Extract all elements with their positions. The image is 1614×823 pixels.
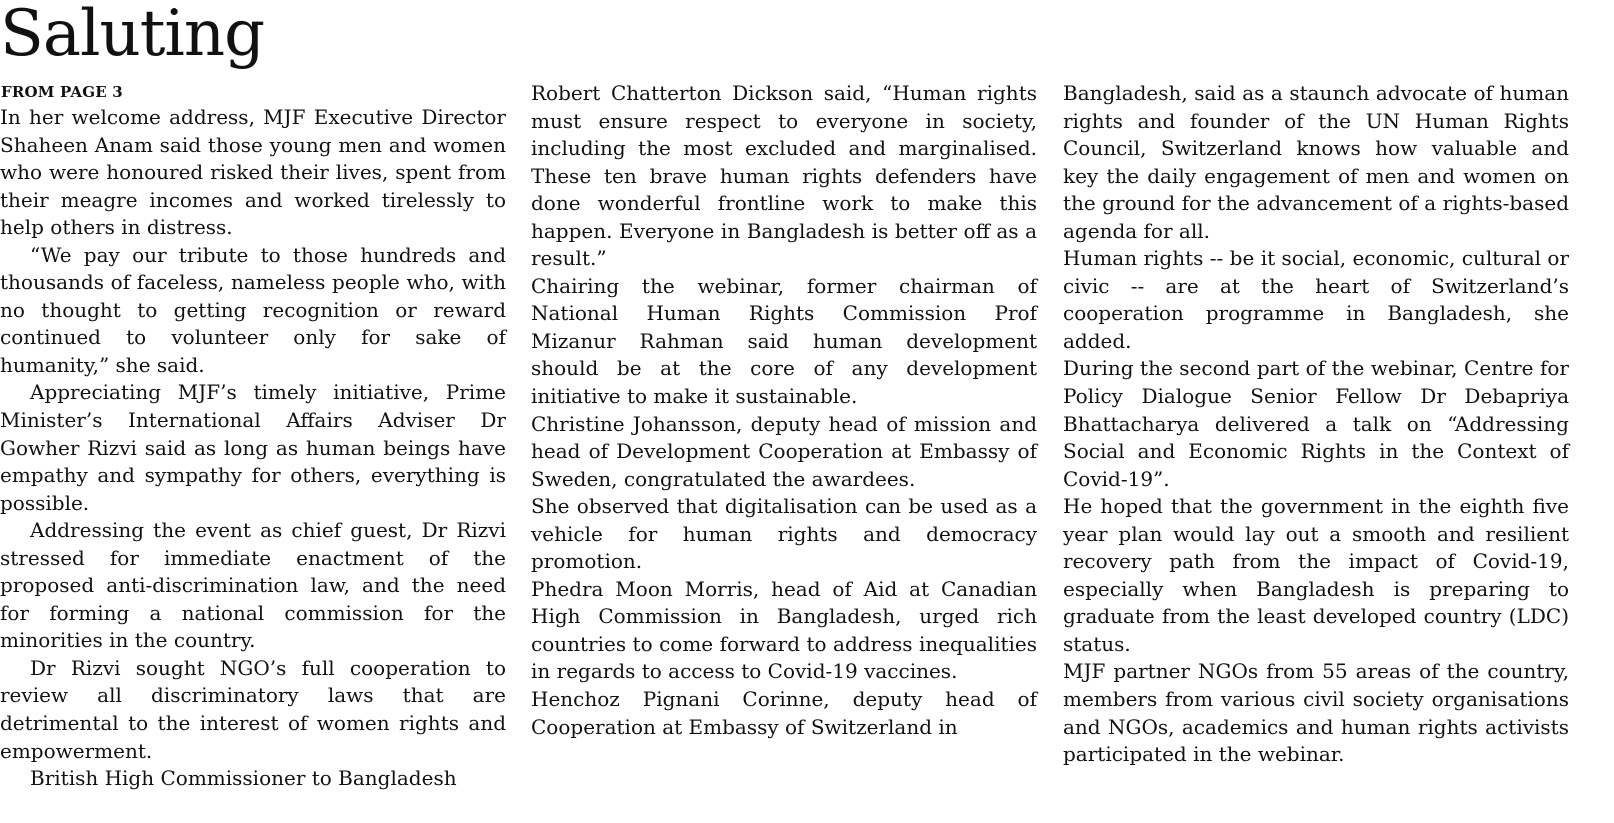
paragraph: In her welcome address, MJF Executive Director Shaheen Anam said those young men and women who were honoured risked their lives, spent from their meagre incomes and worked tirelessly to help others in distress. bbox=[0, 105, 506, 240]
paragraph: MJF partner NGOs from 55 areas of the country, members from various civil society organisations and NGOs, academics and human rights activists participated in the webinar. bbox=[1063, 659, 1569, 767]
paragraph: He hoped that the government in the eighth five year plan would lay out a smooth and resilient recovery path from the impact of Covid-19, especially when Bangladesh is preparing to graduate from the least developed country (LDC) status. bbox=[1063, 494, 1569, 656]
paragraph: Phedra Moon Morris, head of Aid at Canadian High Commission in Bangladesh, urged rich countries to come forward to address inequalities in regards to access to Covid-19 vaccines. bbox=[531, 576, 1037, 684]
article-column-3 bbox=[1063, 80, 1569, 769]
paragraph: Chairing the webinar, former chairman of National Human Rights Commission Prof Mizanur Rahman said human development should be at the core of any development initiative to make it sustainable. bbox=[531, 273, 1037, 409]
paragraph: She observed that digitalisation can be used as a vehicle for human rights and democracy promotion. bbox=[531, 494, 1037, 574]
paragraph: Human rights -- be it social, economic, cultural or civic -- are at the heart of Switzerland’s cooperation programme in Bangladesh, she added. bbox=[1063, 246, 1569, 353]
paragraph: Robert Chatterton Dickson said, “Human rights must ensure respect to everyone in society, including the most excluded and marginalised. These ten brave human rights defenders have done wonderful frontline work to make this happen. Everyone in Bangladesh is better off as a result.” bbox=[531, 81, 1037, 271]
paragraph: Dr Rizvi sought NGO’s full cooperation to review all discriminatory laws that are detrimental to the interest of women rights and empowerment. bbox=[0, 655, 506, 763]
continuation-label: FROM PAGE 3 bbox=[1, 83, 123, 101]
paragraph: British High Commissioner to Bangladesh bbox=[30, 766, 457, 791]
article-column-1 bbox=[0, 104, 506, 793]
paragraph: “We pay our tribute to those hundreds and thousands of faceless, nameless people who, with no thought to getting recognition or reward continued to volunteer only for sake of humanity,” she said. bbox=[0, 242, 506, 377]
headline: Saluting bbox=[0, 0, 265, 71]
paragraph: Appreciating MJF’s timely initiative, Prime Minister’s International Affairs Adviser Dr Gowher Rizvi said as long as human beings have empathy and sympathy for others, everything is possible. bbox=[0, 380, 506, 515]
paragraph: During the second part of the webinar, Centre for Policy Dialogue Senior Fellow Dr Debapriya Bhattacharya delivered a talk on “Addressing Social and Economic Rights in the Context of Covid-19”. bbox=[1063, 356, 1569, 491]
paragraph: Addressing the event as chief guest, Dr Rizvi stressed for immediate enactment of the proposed anti-discrimination law, and the need for forming a national commission for the minorities in the country. bbox=[0, 518, 506, 653]
paragraph: Bangladesh, said as a staunch advocate of human rights and founder of the UN Human Rights Council, Switzerland knows how valuable and key the daily engagement of men and women on the ground for the advancement of a rights-based agenda for all. bbox=[1063, 81, 1569, 243]
article-column-2 bbox=[531, 80, 1037, 741]
paragraph: Christine Johansson, deputy head of mission and head of Development Cooperation at Embassy of Sweden, congratulated the awardees. bbox=[531, 411, 1037, 491]
paragraph: Henchoz Pignani Corinne, deputy head of Cooperation at Embassy of Switzerland in bbox=[531, 687, 1037, 739]
